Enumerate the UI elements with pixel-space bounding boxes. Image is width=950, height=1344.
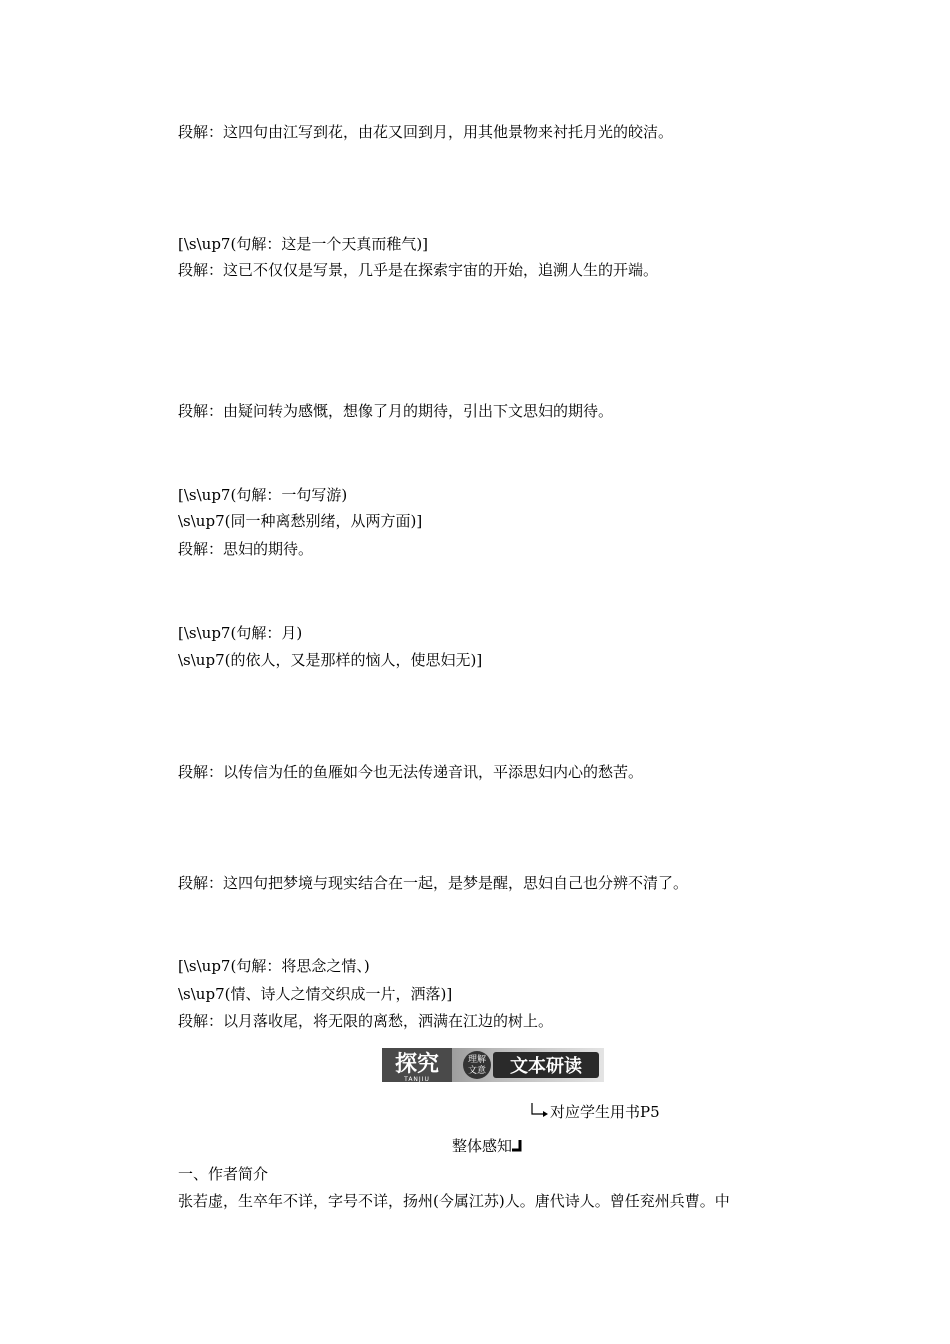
textbook-reference-text: 对应学生用书P5 [550,1103,660,1121]
author-intro-text: 张若虚，生卒年不详，字号不详，扬州(今属江苏)人。唐代诗人。曾任兖州兵曹。中 [178,1192,730,1210]
textbook-reference [530,1102,660,1122]
section-banner-graphic [382,1046,604,1084]
line-3: 段解：这已不仅仅是写景，几乎是在探索宇宙的开始，追溯人生的开端。 [178,261,659,279]
line-12: [\s\up7(句解：将思念之情、) [178,957,370,975]
banner-right-text: 文本研读 [510,1056,582,1077]
section-title [452,1136,522,1156]
line-2: [\s\up7(句解：这是一个天真而稚气)] [178,235,429,253]
corner-mark-icon [512,1137,522,1149]
line-10: 段解：以传信为任的鱼雁如今也无法传递音讯，平添思妇内心的愁苦。 [178,763,644,781]
banner-mid-top: 理解 [467,1055,487,1065]
line-8: [\s\up7(句解：月) [178,624,303,642]
line-1: 段解：这四句由江写到花，由花又回到月，用其他景物来衬托月光的皎洁。 [178,123,674,141]
line-13: \s\up7(情、诗人之情交织成一片，洒落)] [178,985,453,1003]
line-6: \s\up7(同一种离愁别绪，从两方面)] [178,512,423,530]
banner-left-text: 探究 [394,1052,440,1077]
line-14: 段解：以月落收尾，将无限的离愁，洒满在江边的树上。 [178,1012,554,1030]
line-7: 段解：思妇的期待。 [178,540,314,558]
line-4: 段解：由疑问转为感慨，想像了月的期待，引出下文思妇的期待。 [178,402,614,420]
bent-arrow-icon [530,1103,550,1119]
line-11: 段解：这四句把梦境与现实结合在一起，是梦是醒，思妇自己也分辨不清了。 [178,874,689,892]
banner-pinyin: TANJIU [404,1076,430,1083]
heading-author-intro: 一、作者简介 [178,1165,269,1183]
line-5: [\s\up7(句解：一句写游) [178,486,348,504]
section-banner [382,1046,604,1084]
banner-mid-bottom: 文意 [467,1066,487,1076]
line-9: \s\up7(的依人，又是那样的恼人，使思妇无)] [178,651,483,669]
section-title-text: 整体感知 [452,1137,513,1155]
